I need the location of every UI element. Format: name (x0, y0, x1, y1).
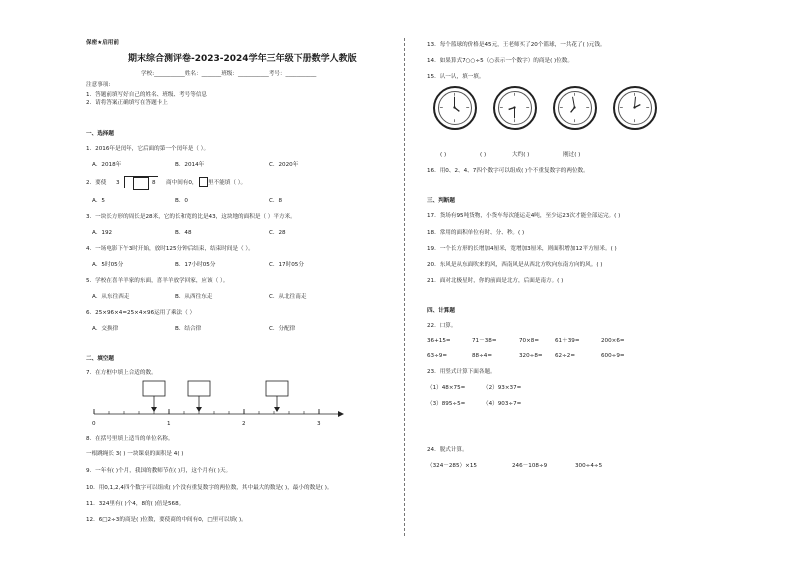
question-22: 22．口算。 (427, 323, 457, 329)
section-1-heading: 一、选择题 (86, 131, 114, 137)
question-2-middle: 商中间有0， (166, 180, 198, 186)
notice-item-1: 1．答题前填写好自己的姓名、班级、考号等信息 (86, 92, 208, 98)
question-9: 9．一年有( )个月，我国的教师节在( )月，这个月有( )天。 (86, 468, 232, 474)
division-bracket (124, 176, 125, 188)
confidential-mark: 保密★启用前 (86, 40, 119, 46)
clock-face-1 (435, 88, 474, 127)
q3-option-b: B．48 (175, 230, 192, 236)
question-23: 23．用竖式计算下面各题。 (427, 369, 496, 375)
clock-blank-4: 刚过( ) (563, 152, 581, 158)
question-8-line: 一根跳绳长 3( ) 一块课桌的面积是 4( ) (86, 451, 184, 457)
q2-inline-box (199, 177, 208, 187)
numberline-box-1 (143, 381, 165, 396)
vertical-calc-3: （3）895÷5= (427, 401, 466, 407)
clock-blank-2: ( ) (480, 152, 487, 158)
clock-3 (553, 86, 597, 130)
question-14: 14．如果算式7○○÷5（○表示一个数字）的商是( )位数。 (427, 58, 573, 64)
q5-option-a: A．从东往西走 (92, 294, 130, 300)
page-title: 期末综合测评卷-2023-2024学年三年级下册数学人教版 (128, 54, 357, 64)
oral-r1-c4: 61＋39= (555, 338, 580, 344)
q6-option-a: A．交换律 (92, 326, 119, 332)
clock-1 (433, 86, 477, 130)
q2-digit-3: 3 (116, 180, 120, 186)
stepwise-calc-3: 300÷4÷5 (575, 463, 603, 469)
clock-face-2 (495, 88, 534, 127)
question-8: 8．在括号里填上适当的单位名称。 (86, 436, 174, 442)
vertical-calc-1: （1）48×75= (427, 385, 466, 391)
q2-digit-8: 8 (152, 180, 156, 186)
q4-option-a: A．5时05分 (92, 262, 124, 268)
clock-face-4 (615, 88, 654, 127)
question-12: 12．6□2÷3的商是( )位数，要使商的中间有0，□里可以填( )。 (86, 517, 247, 523)
question-21: 21．面对北极星时，你的前面是北方，后面是南方。( ) (427, 278, 564, 284)
q5-option-c: C．从北往南走 (269, 294, 307, 300)
column-divider (404, 38, 405, 536)
question-20: 20．东风是从东面吹来的风，西南风是从西北方吹向东南方向的风。( ) (427, 262, 603, 268)
numberline-tick-0: 0 (92, 421, 96, 427)
q2-option-a: A．5 (92, 198, 105, 204)
notice-heading: 注意事项: (86, 82, 111, 88)
question-2-prefix: 2．要使 (86, 180, 107, 186)
q1-option-b: B．2014年 (175, 162, 205, 168)
numberline-tick-1: 1 (167, 421, 171, 427)
question-6: 6．25×96×4=25×4×96运用了乘法（ ） (86, 310, 196, 316)
clock-4 (613, 86, 657, 130)
q4-option-b: B．17小时05分 (175, 262, 216, 268)
q1-option-c: C．2020年 (269, 162, 299, 168)
number-line (86, 378, 346, 434)
question-10: 10．用0,1,2,4四个数字可以组成( )个没有重复数字的两位数，其中最大的数是( )，最小的数是( )。 (86, 485, 333, 491)
oral-r2-c1: 63÷9= (427, 353, 448, 359)
oral-r2-c4: 62÷2= (555, 353, 576, 359)
section-2-heading: 二、填空题 (86, 356, 114, 362)
section-3-heading: 三、判断题 (427, 198, 455, 204)
clock-2 (493, 86, 537, 130)
q2-option-b: B．0 (175, 198, 188, 204)
oral-r1-c2: 71－38= (472, 338, 497, 344)
question-3: 3．一块长方形的周长是28米，它的长和宽的比是43，这块地的面积是（ ）平方米。 (86, 214, 296, 220)
oral-r1-c3: 70×8= (519, 338, 540, 344)
oral-r2-c3: 320÷8= (519, 353, 543, 359)
notice-item-2: 2．请将答案正确填写在答题卡上 (86, 100, 168, 106)
question-7: 7．在方框中填上合适的数。 (86, 370, 157, 376)
question-5: 5．学校在喜羊羊家的东面，喜羊羊放学回家，应该（ ）。 (86, 278, 229, 284)
numberline-box-3 (266, 381, 288, 396)
oral-r2-c2: 88÷4= (472, 353, 493, 359)
numberline-box-2 (188, 381, 210, 396)
numberline-tick-2: 2 (242, 421, 246, 427)
q6-option-b: B．结合律 (175, 326, 202, 332)
question-17: 17．货场有95吨货物，小货车每次能运走4吨，至少运23次才能全部运完。( ) (427, 213, 621, 219)
vertical-calc-2: （2）93×37= (483, 385, 522, 391)
q5-option-b: B．从西往东走 (175, 294, 213, 300)
q3-option-c: C．28 (269, 230, 286, 236)
student-info-line: 学校:___________姓名：_______班级：___________考号：___________ (141, 71, 317, 77)
q2-blank-box (133, 177, 149, 190)
question-19: 19．一个长方形的长增加4厘米，宽增加3厘米，则面积增加12平方厘米。( ) (427, 246, 617, 252)
oral-r1-c5: 200×6= (601, 338, 625, 344)
oral-r1-c1: 36+15= (427, 338, 451, 344)
vertical-calc-4: （4）903÷7= (483, 401, 522, 407)
question-13: 13．每个篮球的价格是45元，王老师买了20个篮球，一共花了( )元钱。 (427, 42, 606, 48)
question-15: 15．认一认，填一填。 (427, 74, 485, 80)
question-4: 4．一场电影下午3时开始，放时125分钟后结束，结束时间是（ ）。 (86, 246, 254, 252)
numberline-tick-3: 3 (317, 421, 321, 427)
clock-blank-3: 大约( ) (512, 152, 530, 158)
q4-option-c: C．17时05分 (269, 262, 304, 268)
question-11: 11．324里有( )个4，8的( )倍是568。 (86, 501, 185, 507)
q1-option-a: A．2018年 (92, 162, 122, 168)
clock-face-3 (555, 88, 594, 127)
question-18: 18．常用的面积单位有时、分、秒。( ) (427, 230, 525, 236)
question-1: 1．2016年是闰年，它后面的第一个闰年是（ ）。 (86, 146, 210, 152)
question-24: 24．脱式计算。 (427, 447, 468, 453)
q6-option-c: C．分配律 (269, 326, 296, 332)
question-16: 16．用0、2、4、7四个数字可以组成( )个不重复数字的两位数。 (427, 168, 589, 174)
section-4-heading: 四、计算题 (427, 308, 455, 314)
question-2-tail: 里不能填（ ）。 (208, 180, 247, 186)
stepwise-calc-2: 246－108÷9 (512, 463, 548, 469)
clock-blank-1: ( ) (440, 152, 447, 158)
q3-option-a: A．192 (92, 230, 113, 236)
oral-r2-c5: 600÷9= (601, 353, 625, 359)
q2-option-c: C．8 (269, 198, 283, 204)
stepwise-calc-1: （324－285）×15 (427, 463, 477, 469)
